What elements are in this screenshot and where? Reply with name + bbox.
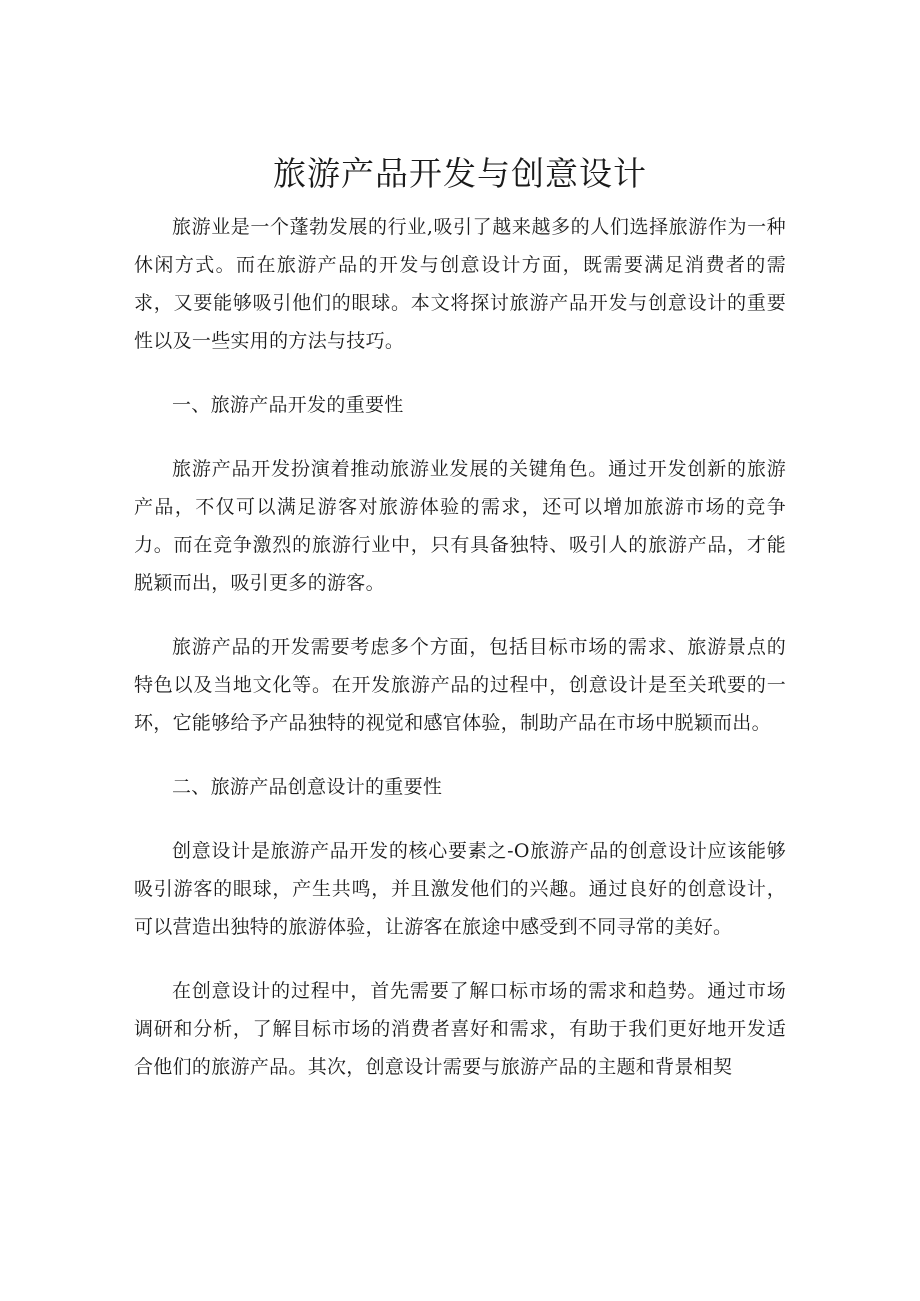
paragraph-intro: 旅游业是一个蓬勃发展的行业,吸引了越来越多的人们选择旅游作为一种休闲方式。而在旅游产品的开发与创意设计方面，既需要满足消费者的需求，又要能够吸引他们的眼球。本文将探讨旅游产品开发与创意设计的重要性以及一些实用的方法与技巧。 [134, 216, 786, 352]
paragraph-section2-b: 在创意设计的过程中，首先需要了解口标市场的需求和趋势。通过市场调研和分析，了解目标市场的消费者喜好和需求，有助于我们更好地开发适合他们的旅游产品。其次，创意设计需要与旅游产品的主题和背景相契 [134, 980, 786, 1078]
page-title: 旅游产品开发与创意设计 [273, 154, 647, 193]
document-body [134, 208, 786, 1112]
paragraph-section1-a: 旅游产品开发扮演着推动旅游业发展的关键角色。通过开发创新的旅游产品，不仅可以满足游客对旅游体验的需求，还可以增加旅游市场的竞争力。而在竞争激烈的旅游行业中，只有具备独特、吸引人的旅游产品，才能脱颖而出，吸引更多的游客。 [134, 458, 786, 594]
paragraph-section1-b: 旅游产品的开发需要考虑多个方面，包括目标市场的需求、旅游景点的特色以及当地文化等。在开发旅游产品的过程中，创意设计是至关玳要的一环，它能够给予产品独特的视觉和感官体验，制助产品在市场中脱颖而出。 [134, 636, 786, 734]
section-heading-1: 一、旅游产品开发的重要性 [172, 394, 404, 416]
section-heading-2: 二、旅游产品创意设计的重要性 [172, 776, 443, 798]
paragraph-section2-a: 创意设计是旅游产品开发的核心要素之-O旅游产品的创意设计应该能够吸引游客的眼球，产生共鸣，并且激发他们的兴趣。通过良好的创意设计，可以营造出独特的旅游体验，让游客在旅途中感受到不同寻常的美好。 [134, 840, 786, 938]
